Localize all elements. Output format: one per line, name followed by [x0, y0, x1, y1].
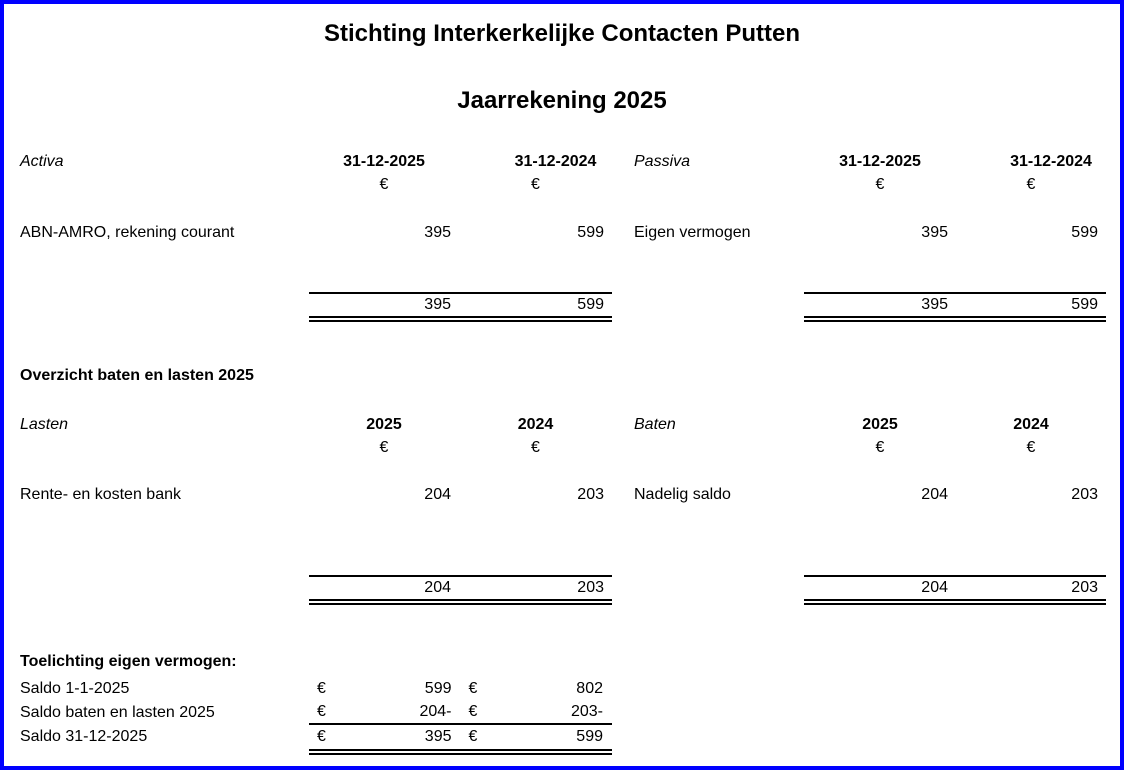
lasten-total-2024: 203	[577, 579, 604, 596]
baten-col1-year: 2025	[862, 416, 898, 433]
double-rule	[804, 599, 1106, 605]
activa-data-row	[20, 223, 612, 243]
equity-row-label: Saldo 31-12-2025	[20, 728, 148, 745]
passiva-header-row	[634, 152, 1106, 172]
euro-sign: €	[468, 703, 478, 720]
passiva-data-row	[634, 223, 1106, 243]
euro-sign: €	[531, 439, 540, 456]
euro-sign: €	[1026, 176, 1036, 193]
activa-heading: Activa	[20, 153, 64, 170]
passiva-total	[804, 292, 1106, 322]
passiva-col2-date	[956, 153, 1106, 171]
euro-sign: €	[317, 728, 326, 745]
equity-value-2024: 203-	[570, 703, 603, 720]
baten-heading: Baten	[634, 416, 676, 433]
activa-row-label: ABN-AMRO, rekening courant	[20, 224, 235, 241]
lasten-total-row	[309, 575, 612, 599]
euro-sign: €	[379, 439, 389, 456]
equity-value-2025: 204-	[419, 703, 452, 720]
baten-row-value-2024: 203	[1071, 486, 1098, 503]
activa-row-value-2025: 395	[424, 224, 451, 241]
baten-header-row	[634, 415, 1106, 435]
activa-row-value-2024: 599	[577, 224, 604, 241]
euro-sign: €	[468, 728, 478, 745]
equity-value-2024: 802	[576, 680, 603, 697]
lasten-row-value-2025: 204	[424, 486, 451, 503]
euro-sign: €	[468, 680, 478, 697]
lasten-heading: Lasten	[20, 416, 69, 433]
activa-col2-date	[459, 153, 612, 171]
baten-total	[804, 575, 1106, 605]
euro-sign: €	[317, 680, 326, 697]
euro-sign: €	[379, 176, 389, 193]
lasten-row-label: Rente- en kosten bank	[20, 486, 181, 503]
lasten-col1-year: 2025	[366, 416, 402, 433]
euro-sign: €	[1026, 439, 1036, 456]
equity-row-opening	[20, 677, 612, 701]
baten-total-2025: 204	[921, 579, 948, 596]
baten-col2-year: 2024	[1013, 416, 1049, 433]
equity-section-title: Toelichting eigen vermogen:	[20, 653, 237, 670]
lasten-total-2025: 204	[424, 579, 451, 596]
double-rule	[309, 599, 612, 605]
baten-total-row	[804, 575, 1106, 599]
passiva-row-value-2025: 395	[921, 224, 948, 241]
lasten-row-value-2024: 203	[577, 486, 604, 503]
passiva-total-2024: 599	[1071, 296, 1098, 313]
euro-sign: €	[531, 176, 540, 193]
lasten-currency-row	[20, 438, 612, 458]
activa-col1-date: 31-12-2025	[343, 153, 425, 170]
activa-col2-date-text: 31-12-2024	[514, 153, 597, 170]
lasten-header-row	[20, 415, 612, 435]
passiva-col1-date: 31-12-2025	[839, 153, 921, 170]
baten-row-value-2025: 204	[921, 486, 948, 503]
double-rule	[309, 749, 612, 755]
passiva-heading: Passiva	[634, 153, 691, 170]
equity-row-label: Saldo 1-1-2025	[20, 680, 130, 697]
baten-currency-row	[634, 438, 1106, 458]
passiva-total-2025: 395	[921, 296, 948, 313]
passiva-currency-row	[634, 175, 1106, 195]
equity-row-closing	[20, 725, 612, 749]
activa-total-2025: 395	[424, 296, 451, 313]
lasten-data-row	[20, 485, 612, 505]
equity-value-2025: 395	[424, 728, 452, 745]
equity-row-label: Saldo baten en lasten 2025	[20, 704, 215, 721]
activa-total	[309, 292, 612, 322]
activa-total-row	[309, 292, 612, 316]
passiva-row-value-2024: 599	[1071, 224, 1098, 241]
baten-data-row	[634, 485, 1106, 505]
baten-row-label: Nadelig saldo	[634, 486, 731, 503]
overview-section-title: Overzicht baten en lasten 2025	[20, 367, 254, 384]
euro-sign: €	[875, 439, 885, 456]
double-rule	[309, 316, 612, 322]
activa-currency-row	[20, 175, 612, 195]
lasten-total	[309, 575, 612, 605]
lasten-col2-year: 2024	[517, 416, 554, 433]
passiva-col2-date-text: 31-12-2024	[1010, 153, 1092, 170]
activa-header-row	[20, 152, 612, 172]
equity-value-2025: 599	[424, 680, 452, 697]
passiva-total-row	[804, 292, 1106, 316]
equity-table	[20, 677, 612, 755]
baten-total-2024: 203	[1071, 579, 1098, 596]
equity-value-2024: 599	[576, 728, 603, 745]
euro-sign: €	[317, 703, 326, 720]
euro-sign: €	[875, 176, 885, 193]
document-subtitle: Jaarrekening 2025	[457, 87, 667, 114]
equity-row-result	[20, 701, 612, 725]
document-title: Stichting Interkerkelijke Contacten Putten	[323, 20, 801, 47]
passiva-row-label: Eigen vermogen	[634, 224, 751, 241]
activa-total-2024: 599	[577, 296, 604, 313]
double-rule	[804, 316, 1106, 322]
